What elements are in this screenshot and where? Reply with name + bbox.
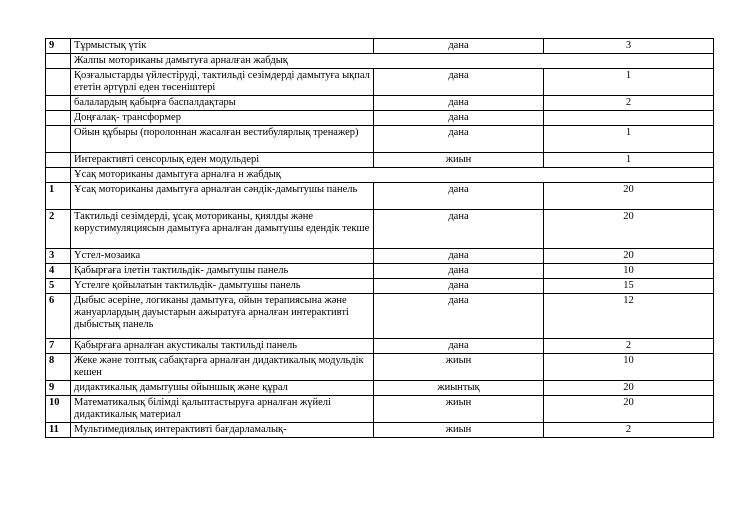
- unit-cell: жиын: [374, 423, 544, 438]
- quantity-cell: 2: [544, 339, 714, 354]
- unit-cell: дана: [374, 183, 544, 210]
- unit-cell: дана: [374, 39, 544, 54]
- table-row: [46, 153, 714, 168]
- unit-cell: дана: [374, 294, 544, 339]
- row-number: 9: [46, 39, 71, 54]
- unit-cell: дана: [374, 339, 544, 354]
- unit-cell: дана: [374, 96, 544, 111]
- row-number: [46, 96, 71, 111]
- item-name: Қозғалыстарды үйлестіруді, тактильді сезімдерді дамытуға ықпал ететін әртүрлі еден төсеніштері: [71, 69, 374, 96]
- row-number: [46, 69, 71, 96]
- row-number: 8: [46, 354, 71, 381]
- section-row: [46, 54, 714, 69]
- row-number: [46, 126, 71, 153]
- table-row: [46, 96, 714, 111]
- section-row: [46, 168, 714, 183]
- item-name: Тұрмыстық үтік: [71, 39, 374, 54]
- quantity-cell: 20: [544, 381, 714, 396]
- item-name: Дыбыс әсеріне, логиканы дамытуға, ойын терапиясына және жануарлардың дауыстарын ажыратуға арналған интерактивті дыбыстық панель: [71, 294, 374, 339]
- row-number: [46, 54, 71, 69]
- item-name: Доңғалақ- трансформер: [71, 111, 374, 126]
- item-name: Үстел-мозаика: [71, 249, 374, 264]
- item-name: Қабырғаға ілетін тактильдік- дамытушы панель: [71, 264, 374, 279]
- table-row: [46, 279, 714, 294]
- table-row: [46, 249, 714, 264]
- table-row: [46, 423, 714, 438]
- table-row: [46, 339, 714, 354]
- table-row: [46, 126, 714, 153]
- table-row: [46, 183, 714, 210]
- quantity-cell: 20: [544, 210, 714, 249]
- table-row: [46, 396, 714, 423]
- quantity-cell: 1: [544, 126, 714, 153]
- section-title: Жалпы моториканы дамытуға арналған жабдық: [71, 54, 714, 69]
- row-number: 3: [46, 249, 71, 264]
- item-name: Интерактивті сенсорлық еден модульдері: [71, 153, 374, 168]
- quantity-cell: 12: [544, 294, 714, 339]
- quantity-cell: 10: [544, 354, 714, 381]
- quantity-cell: 15: [544, 279, 714, 294]
- row-number: 1: [46, 183, 71, 210]
- row-number: [46, 153, 71, 168]
- item-name: Қабырғаға арналған акустикалы тактильді панель: [71, 339, 374, 354]
- item-name: балалардың қабырға баспалдақтары: [71, 96, 374, 111]
- section-title: Ұсақ моториканы дамытуға арналға н жабдық: [71, 168, 714, 183]
- row-number: 4: [46, 264, 71, 279]
- unit-cell: дана: [374, 210, 544, 249]
- table-row: [46, 69, 714, 96]
- item-name: Мультимедиялық интерактивті бағдарламалық-: [71, 423, 374, 438]
- row-number: 5: [46, 279, 71, 294]
- quantity-cell: 3: [544, 39, 714, 54]
- unit-cell: дана: [374, 249, 544, 264]
- item-name: Математикалық білімді қалыптастыруға арналған жүйелі дидактикалық материал: [71, 396, 374, 423]
- item-name: Жеке және топтық сабақтарға арналған дидактикалық модульдік кешен: [71, 354, 374, 381]
- row-number: 9: [46, 381, 71, 396]
- item-name: Ұсақ моториканы дамытуға арналған сәндік-дамытушы панель: [71, 183, 374, 210]
- equipment-table: [45, 38, 714, 438]
- item-name: дидактикалық дамытушы ойыншық және құрал: [71, 381, 374, 396]
- row-number: 7: [46, 339, 71, 354]
- unit-cell: дана: [374, 264, 544, 279]
- unit-cell: дана: [374, 126, 544, 153]
- unit-cell: жиынтық: [374, 381, 544, 396]
- quantity-cell: 10: [544, 264, 714, 279]
- quantity-cell: 2: [544, 423, 714, 438]
- quantity-cell: 20: [544, 396, 714, 423]
- item-name: Тактильді сезімдерді, ұсақ моториканы, қиялды және көрустимуляциясын дамытуға арналған дамытушы едендік текше: [71, 210, 374, 249]
- quantity-cell: [544, 111, 714, 126]
- unit-cell: дана: [374, 69, 544, 96]
- row-number: [46, 111, 71, 126]
- item-name: Үстелге қойылатын тактильдік- дамытушы панель: [71, 279, 374, 294]
- table-row: [46, 264, 714, 279]
- quantity-cell: 20: [544, 183, 714, 210]
- table-row: [46, 381, 714, 396]
- unit-cell: дана: [374, 279, 544, 294]
- item-name: Ойын құбыры (поролоннан жасалған вестибулярлық тренажер): [71, 126, 374, 153]
- quantity-cell: 2: [544, 96, 714, 111]
- row-number: [46, 168, 71, 183]
- unit-cell: жиын: [374, 396, 544, 423]
- table-row: [46, 294, 714, 339]
- table-row: [46, 210, 714, 249]
- quantity-cell: 20: [544, 249, 714, 264]
- unit-cell: жиын: [374, 354, 544, 381]
- quantity-cell: 1: [544, 69, 714, 96]
- table-row: [46, 354, 714, 381]
- row-number: 6: [46, 294, 71, 339]
- row-number: 11: [46, 423, 71, 438]
- unit-cell: дана: [374, 111, 544, 126]
- row-number: 2: [46, 210, 71, 249]
- quantity-cell: 1: [544, 153, 714, 168]
- row-number: 10: [46, 396, 71, 423]
- table-row: [46, 39, 714, 54]
- unit-cell: жиын: [374, 153, 544, 168]
- table-row: [46, 111, 714, 126]
